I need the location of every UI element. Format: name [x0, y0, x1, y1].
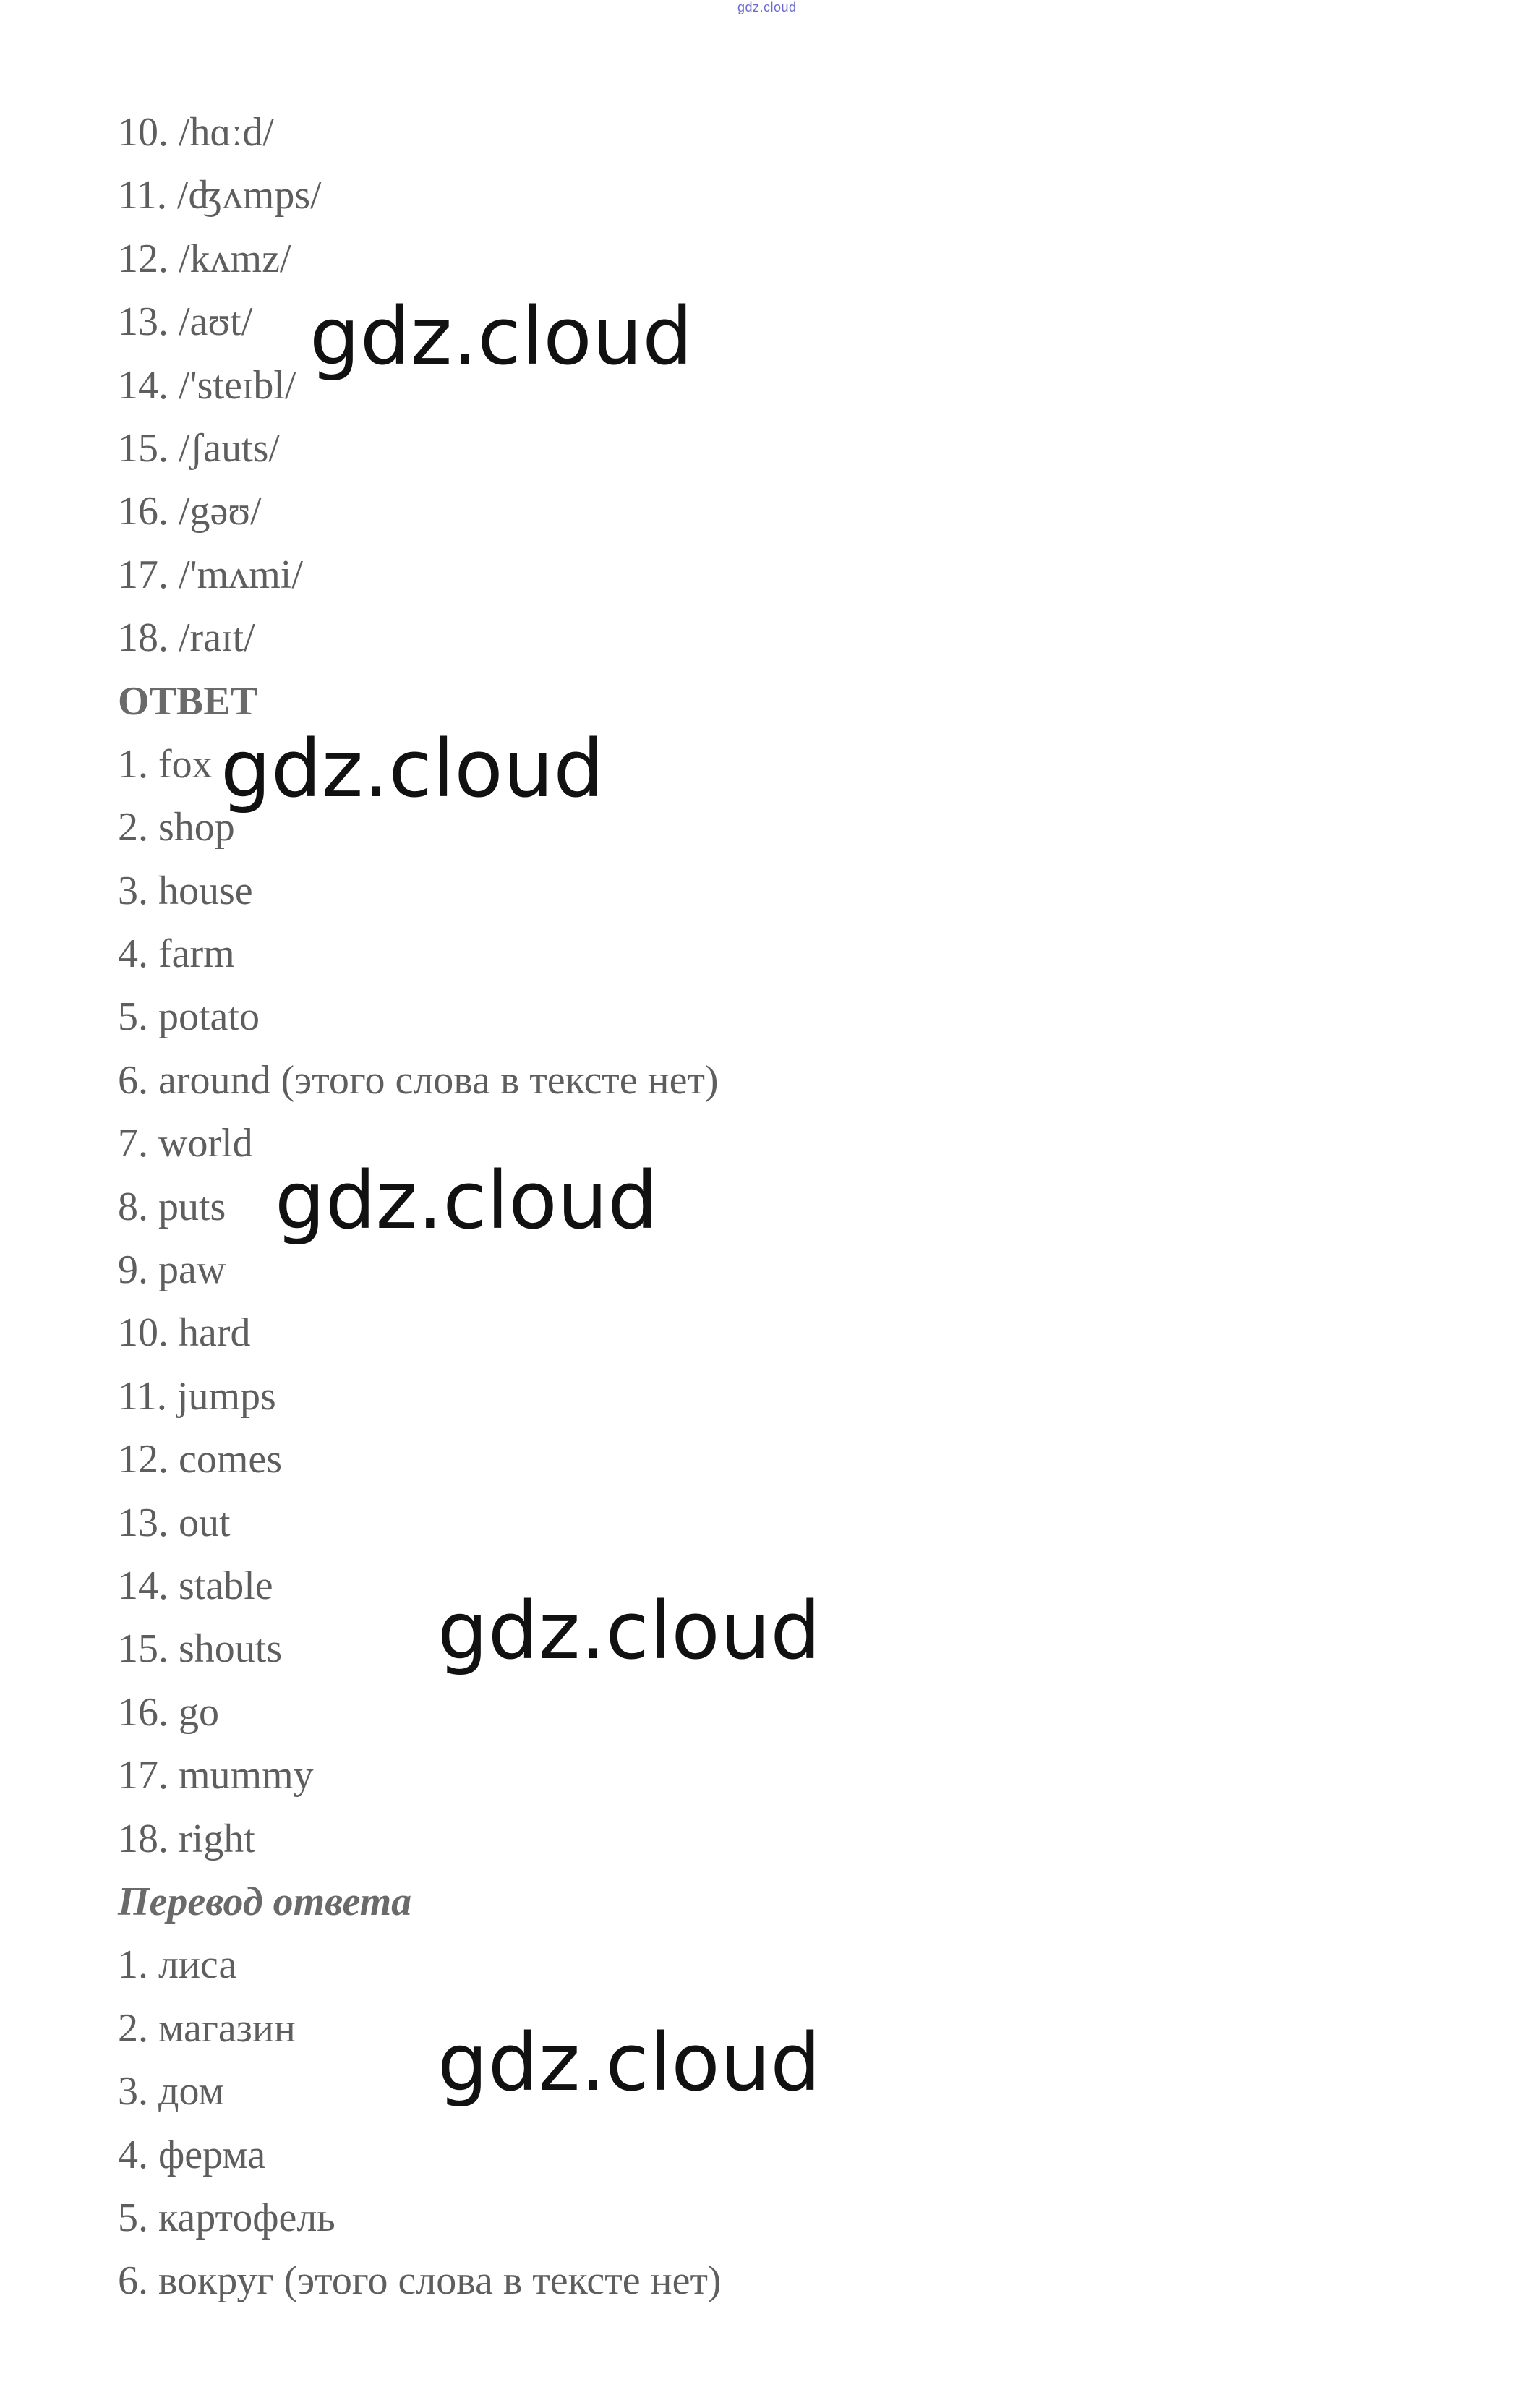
list-item: 1. лиса: [118, 1942, 237, 1988]
list-item: 6. вокруг (этого слова в тексте нет): [118, 2258, 722, 2304]
list-item: 16. go: [118, 1689, 219, 1735]
list-item: 1. fox: [118, 741, 213, 787]
list-item: 17. mummy: [118, 1753, 314, 1798]
watermark: gdz.cloud: [221, 722, 604, 815]
site-mark-top: gdz.cloud: [737, 0, 797, 14]
list-item: 5. potato: [118, 994, 260, 1040]
list-item: 13. out: [118, 1500, 231, 1545]
list-item: 2. shop: [118, 805, 235, 850]
watermark: gdz.cloud: [437, 1584, 821, 1677]
list-item: 10. /hɑːd/: [118, 110, 274, 155]
list-item: 4. ферма: [118, 2132, 266, 2177]
list-item: 8. puts: [118, 1184, 226, 1229]
list-item: 14. /'steɪbl/: [118, 362, 296, 408]
translation-list: [118, 1934, 1419, 2313]
watermark: gdz.cloud: [275, 1154, 659, 1247]
list-item: 11. /ʤʌmps/: [118, 173, 322, 218]
list-item: 3. house: [118, 868, 253, 913]
phonetics-list: [118, 101, 1419, 670]
list-item: 18. /raɪt/: [118, 615, 255, 661]
list-item: 2. магазин: [118, 2005, 296, 2051]
list-item: 10. hard: [118, 1310, 251, 1356]
list-item: 16. /gəʊ/: [118, 489, 262, 534]
list-item: 6. around (этого слова в тексте нет): [118, 1057, 719, 1103]
answer-heading: ОТВЕТ: [118, 678, 257, 724]
list-item: 17. /'mʌmi/: [118, 552, 303, 597]
list-item: 7. world: [118, 1121, 253, 1166]
list-item: 11. jumps: [118, 1373, 276, 1419]
list-item: 13. /aʊt/: [118, 299, 253, 345]
watermark: gdz.cloud: [309, 290, 693, 383]
list-item: 15. /ʃauts/: [118, 425, 280, 471]
list-item: 9. paw: [118, 1247, 226, 1293]
answer-list: [118, 733, 1419, 1871]
list-item: 5. картофель: [118, 2195, 335, 2240]
list-item: 4. farm: [118, 931, 235, 977]
translation-heading: Перевод ответа: [118, 1879, 412, 1924]
list-item: 12. comes: [118, 1437, 283, 1482]
watermark: gdz.cloud: [437, 2016, 821, 2109]
list-item: 3. дом: [118, 2069, 224, 2114]
list-item: 14. stable: [118, 1563, 273, 1608]
list-item: 18. right: [118, 1816, 255, 1861]
list-item: 15. shouts: [118, 1626, 283, 1672]
list-item: 12. /kʌmz/: [118, 236, 291, 281]
